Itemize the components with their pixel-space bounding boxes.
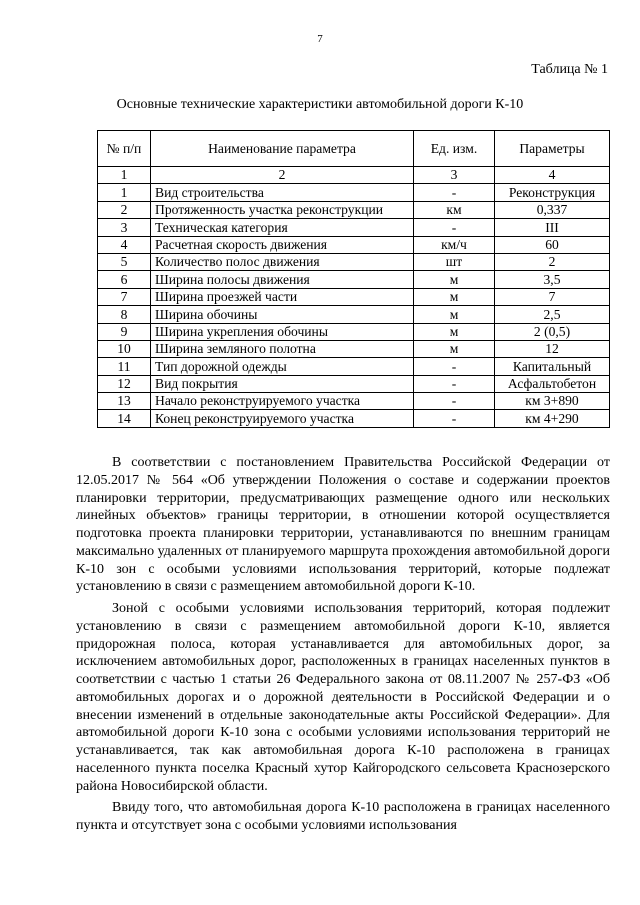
table-row xyxy=(98,375,610,392)
parameter-name-cell: Протяженность участка реконструкции xyxy=(151,201,414,218)
paragraph: Ввиду того, что автомобильная дорога К-10 расположена в границах населенного пункта и отсутствует зона с особыми условиями использования xyxy=(76,800,610,833)
parameter-value-cell: Капитальный xyxy=(495,358,610,375)
table-row xyxy=(98,288,610,305)
row-number-cell: 1 xyxy=(98,184,151,201)
parameter-value-cell: км 4+290 xyxy=(495,410,610,427)
page-number: 7 xyxy=(317,33,323,45)
unit-cell: - xyxy=(414,410,495,427)
column-number-row xyxy=(98,167,610,184)
parameter-name-cell: Вид строительства xyxy=(151,184,414,201)
unit-cell: м xyxy=(414,306,495,323)
parameter-name-cell: Ширина проезжей части xyxy=(151,288,414,305)
parameter-name-cell: Количество полос движения xyxy=(151,253,414,270)
table-title: Основные технические характеристики автомобильной дороги К-10 xyxy=(116,97,524,112)
unit-cell: м xyxy=(414,340,495,357)
parameter-value-cell: 2 xyxy=(495,253,610,270)
unit-cell: шт xyxy=(414,253,495,270)
unit-cell: - xyxy=(414,219,495,236)
table-label: Таблица № 1 xyxy=(531,62,608,77)
unit-cell: - xyxy=(414,358,495,375)
parameter-name-cell: Начало реконструируемого участка xyxy=(151,393,414,410)
unit-cell: м xyxy=(414,323,495,340)
parameter-name-cell: Техническая категория xyxy=(151,219,414,236)
table-row xyxy=(98,306,610,323)
table-row xyxy=(98,201,610,218)
parameter-name-cell: Ширина полосы движения xyxy=(151,271,414,288)
table-row xyxy=(98,340,610,357)
table-row xyxy=(98,271,610,288)
unit-cell: км xyxy=(414,201,495,218)
row-number-cell: 2 xyxy=(98,201,151,218)
row-number-cell: 10 xyxy=(98,340,151,357)
parameter-name-cell: Ширина укрепления обочины xyxy=(151,323,414,340)
table-row xyxy=(98,323,610,340)
parameter-value-cell: 60 xyxy=(495,236,610,253)
row-number-cell: 7 xyxy=(98,288,151,305)
unit-cell: - xyxy=(414,393,495,410)
body-text xyxy=(76,454,610,839)
header-cell-value: Параметры xyxy=(495,131,610,167)
unit-cell: м xyxy=(414,271,495,288)
row-number-cell: 13 xyxy=(98,393,151,410)
header-cell-name: Наименование параметра xyxy=(151,131,414,167)
parameter-name-cell: Расчетная скорость движения xyxy=(151,236,414,253)
parameter-value-cell: Реконструкция xyxy=(495,184,610,201)
parameter-name-cell: Вид покрытия xyxy=(151,375,414,392)
row-number-cell: 12 xyxy=(98,375,151,392)
row-number-cell: 9 xyxy=(98,323,151,340)
header-cell-unit: Ед. изм. xyxy=(414,131,495,167)
column-number-cell: 1 xyxy=(98,167,151,184)
table-row xyxy=(98,358,610,375)
parameter-value-cell: 0,337 xyxy=(495,201,610,218)
parameter-name-cell: Ширина обочины xyxy=(151,306,414,323)
row-number-cell: 4 xyxy=(98,236,151,253)
unit-cell: - xyxy=(414,375,495,392)
parameter-value-cell: км 3+890 xyxy=(495,393,610,410)
column-number-cell: 2 xyxy=(151,167,414,184)
row-number-cell: 14 xyxy=(98,410,151,427)
parameter-value-cell: Асфальтобетон xyxy=(495,375,610,392)
table-row xyxy=(98,410,610,427)
header-cell-number: № п/п xyxy=(98,131,151,167)
paragraph: В соответствии с постановлением Правительства Российской Федерации от 12.05.2017 № 564 «Об утверждении Положения о составе и содержании проектов планировки территории, предусматривающих размещение одного или нескольких линейных объектов» границы территории, в отношении которой осуществляется подготовка проекта планировки территории, устанавливаются по внешним границам максимально удаленных от планируемого маршрута прохождения автомобильной дороги К-10 зон с особыми условиями использования территорий, которые подлежат установлению в связи с размещением автомобильной дороги К-10. xyxy=(76,455,610,595)
row-number-cell: 11 xyxy=(98,358,151,375)
table-row xyxy=(98,184,610,201)
parameters-table xyxy=(97,130,610,428)
parameter-name-cell: Конец реконструируемого участка xyxy=(151,410,414,427)
row-number-cell: 6 xyxy=(98,271,151,288)
table-row xyxy=(98,253,610,270)
table-row xyxy=(98,219,610,236)
paragraph: Зоной с особыми условиями использования территорий, которая подлежит установлению в связи с размещением автомобильной дороги К-10, является придорожная полоса, которая устанавливается для автомобильных дорог, за исключением автомобильных дорог, расположенных в границах населенных пунктов в соответствии с частью 1 статьи 26 Федерального закона от 08.11.2007 № 257-ФЗ «Об автомобильных дорогах и о дорожной деятельности в Российской Федерации и о внесении изменений в отдельные законодательные акты Российской Федерации». Для автомобильной дороги К-10 зона с особыми условиями использования территорий не устанавливается, так как автомобильная дорога К-10 расположена в границах населенного пункта поселка Красный хутор Кайгородского сельсовета Краснозерского района Новосибирской области. xyxy=(76,601,610,794)
row-number-cell: 8 xyxy=(98,306,151,323)
unit-cell: м xyxy=(414,288,495,305)
table-row xyxy=(98,236,610,253)
unit-cell: км/ч xyxy=(414,236,495,253)
column-number-cell: 3 xyxy=(414,167,495,184)
parameter-value-cell: III xyxy=(495,219,610,236)
table-header-row xyxy=(98,131,610,167)
row-number-cell: 3 xyxy=(98,219,151,236)
parameter-name-cell: Ширина земляного полотна xyxy=(151,340,414,357)
parameter-value-cell: 3,5 xyxy=(495,271,610,288)
table-row xyxy=(98,393,610,410)
parameter-value-cell: 2 (0,5) xyxy=(495,323,610,340)
parameter-name-cell: Тип дорожной одежды xyxy=(151,358,414,375)
parameter-value-cell: 2,5 xyxy=(495,306,610,323)
column-number-cell: 4 xyxy=(495,167,610,184)
row-number-cell: 5 xyxy=(98,253,151,270)
parameter-value-cell: 7 xyxy=(495,288,610,305)
unit-cell: - xyxy=(414,184,495,201)
parameter-value-cell: 12 xyxy=(495,340,610,357)
